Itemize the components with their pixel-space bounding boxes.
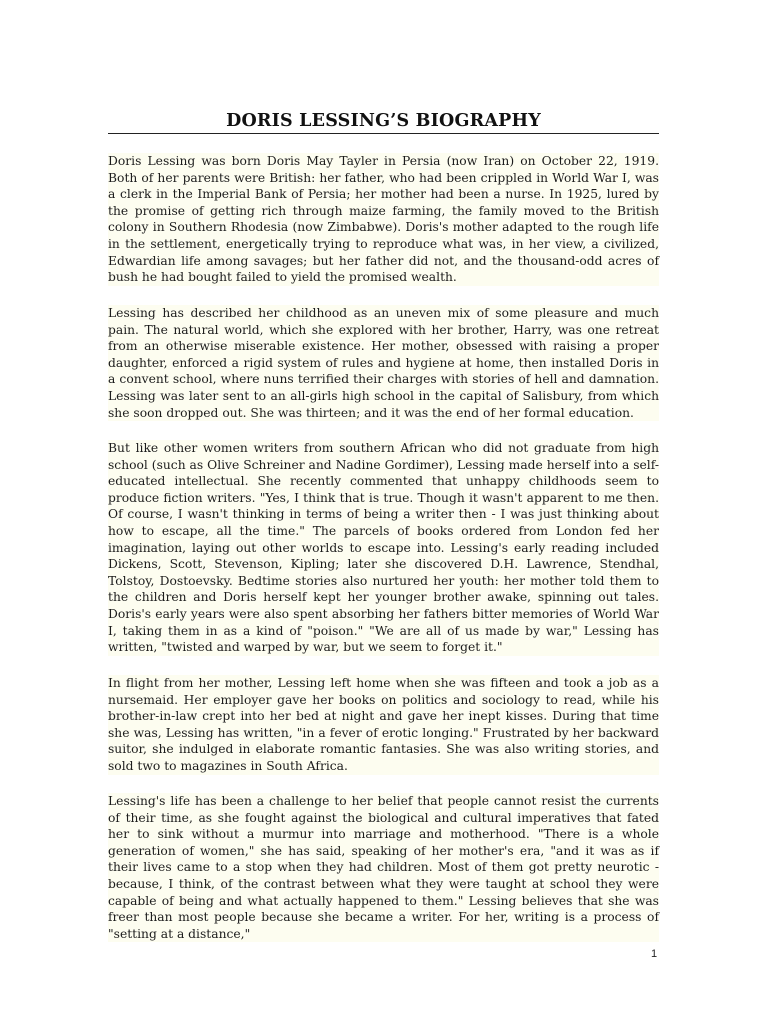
document-title: DORIS LESSING’S BIOGRAPHY — [226, 111, 541, 131]
paragraph-challenge: Lessing's life has been a challenge to her belief that people cannot resist the currents of their time, as she fought against the biological and cultural imperatives that fated her to sink without a murmur into marriage and motherhood. "There is a whole generation of women," she has said, speaking of her mother's era, "and it was as if their lives came to a stop when they had children. Most of them got pretty neurotic - because, I think, of the contrast between what they were taught at school they were capable of being and what actually happened to them." Lessing believes that she was freer than most people because she became a writer. For her, writing is a process of "setting at a distance," — [108, 794, 659, 941]
title-underline — [108, 133, 659, 134]
paragraph-self-education: But like other women writers from southern African who did not graduate from high school (such as Olive Schreiner and Nadine Gordimer), Lessing made herself into a self-educated intellectual. She recently commented that unhappy childhoods seem to produce fiction writers. "Yes, I think that is true. Though it wasn't apparent to me then. Of course, I wasn't thinking in terms of being a writer then - I was just thinking about how to escape, all the time." The parcels of books ordered from London fed her imagination, laying out other worlds to escape into. Lessing's early reading included Dickens, Scott, Stevenson, Kipling; later she discovered D.H. Lawrence, Stendhal, Tolstoy, Dostoevsky. Bedtime stories also nurtured her youth: her mother told them to the children and Doris herself kept her younger brother awake, spinning out tales. Doris's early years were also spent absorbing her fathers bitter memories of World War I, taking them in as a kind of "poison." "We are all of us made by war," Lessing has written, "twisted and warped by war, but we seem to forget it." — [108, 441, 659, 655]
paragraph-nursemaid: In flight from her mother, Lessing left home when she was fifteen and took a job as a nursemaid. Her employer gave her books on politics and sociology to read, while his brother-in-law crept into her bed at night and gave her inept kisses. During that time she was, Lessing has written, "in a fever of erotic longing." Frustrated by her backward suitor, she indulged in elaborate romantic fantasies. She was also writing stories, and sold two to magazines in South Africa. — [108, 676, 659, 773]
paragraph-birth-and-family: Doris Lessing was born Doris May Tayler in Persia (now Iran) on October 22, 1919. Both of her parents were British: her father, who had been crippled in World War I, was a clerk in the Imperial Bank of Persia; her mother had been a nurse. In 1925, lured by the promise of getting rich through maize farming, the family moved to the British colony in Southern Rhodesia (now Zimbabwe). Doris's mother adapted to the rough life in the settlement, energetically trying to reproduce what was, in her view, a civilized, Edwardian life among savages; but her father did not, and the thousand-odd acres of bush he had bought failed to yield the promised wealth. — [108, 154, 659, 285]
page-number: 1 — [651, 948, 658, 960]
paragraph-childhood: Lessing has described her childhood as an uneven mix of some pleasure and much pain. The natural world, which she explored with her brother, Harry, was one retreat from an otherwise miserable existence. Her mother, obsessed with raising a proper daughter, enforced a rigid system of rules and hygiene at home, then installed Doris in a convent school, where nuns terrified their charges with stories of hell and damnation. Lessing was later sent to an all-girls high school in the capital of Salisbury, from which she soon dropped out. She was thirteen; and it was the end of her formal education. — [108, 306, 659, 420]
